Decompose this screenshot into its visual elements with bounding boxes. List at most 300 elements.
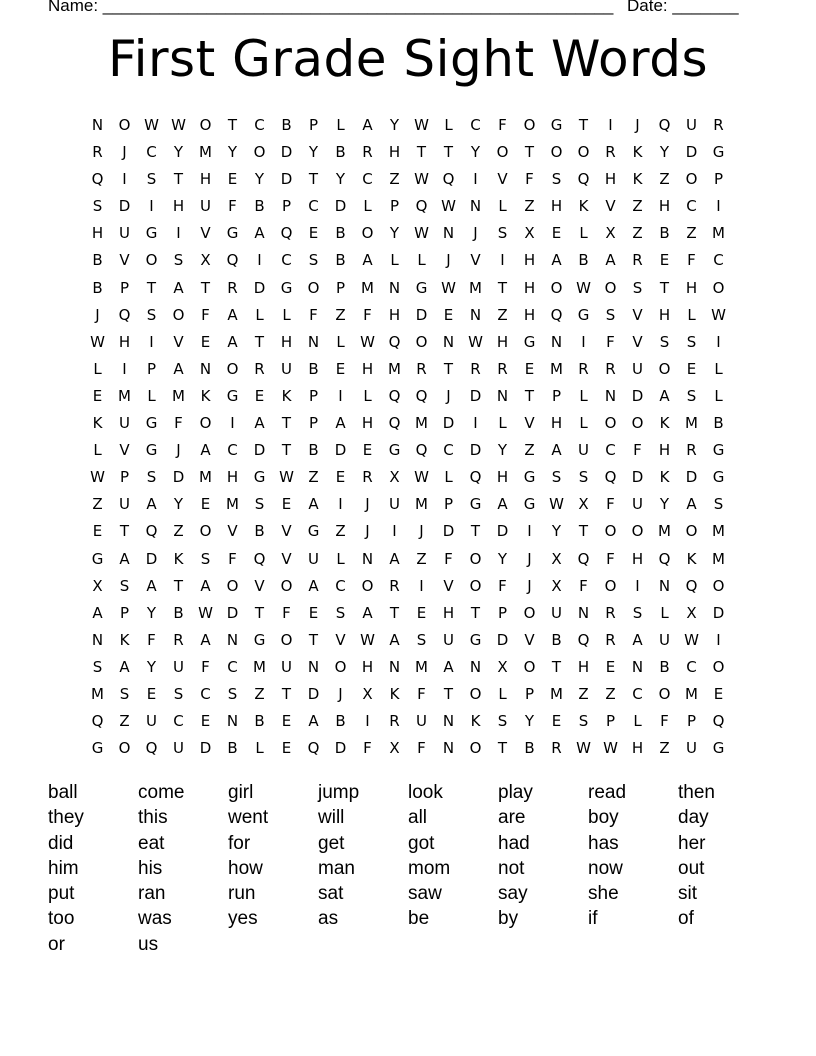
grid-letter: F (633, 441, 642, 460)
grid-letter: U (578, 441, 589, 460)
word-list-item: got (408, 832, 435, 854)
grid-letter: F (525, 170, 534, 189)
grid-letter: G (550, 116, 563, 134)
grid-letter: A (200, 576, 211, 595)
grid-letter: N (550, 332, 563, 351)
grid-letter: Q (91, 170, 104, 189)
grid-letter: P (281, 197, 292, 216)
grid-letter: T (254, 603, 265, 622)
grid-letter: Q (307, 739, 320, 758)
grid-letter: B (281, 116, 292, 134)
grid-letter: E (659, 251, 670, 270)
grid-letter: H (361, 359, 374, 378)
grid-letter: V (443, 576, 454, 595)
grid-letter: A (119, 657, 130, 676)
grid-letter: I (338, 495, 343, 514)
grid-letter: I (419, 576, 424, 595)
grid-letter: H (91, 224, 104, 243)
grid-letter: A (308, 712, 319, 731)
grid-letter: T (470, 603, 481, 622)
grid-letter: F (228, 549, 237, 568)
grid-letter: Q (469, 468, 482, 487)
word-list-item: her (678, 832, 706, 854)
grid-letter: M (685, 414, 698, 433)
grid-letter: N (631, 657, 644, 676)
word-list-item: was (138, 908, 172, 930)
grid-letter: U (308, 549, 319, 568)
grid-letter: R (254, 359, 265, 378)
grid-letter: M (199, 143, 212, 162)
grid-letter: L (363, 197, 372, 216)
grid-letter: X (200, 251, 211, 270)
grid-letter: O (577, 143, 590, 162)
grid-letter: J (527, 549, 532, 568)
grid-letter: C (605, 441, 616, 460)
grid-letter: N (388, 657, 401, 676)
grid-letter: G (577, 305, 590, 324)
grid-letter: Q (226, 251, 239, 270)
grid-letter: E (281, 495, 292, 514)
grid-letter: F (309, 305, 318, 324)
grid-letter: S (308, 251, 319, 270)
grid-letter: A (146, 495, 157, 514)
grid-letter: S (92, 657, 103, 676)
word-list-item: put (48, 883, 75, 905)
grid-letter: I (473, 414, 478, 433)
grid-letter: F (498, 116, 507, 134)
grid-letter: E (416, 603, 427, 622)
grid-letter: J (635, 116, 640, 134)
grid-letter: D (253, 278, 266, 297)
grid-letter: J (473, 224, 478, 243)
grid-letter: O (307, 278, 320, 297)
grid-letter: I (635, 576, 640, 595)
grid-letter: N (361, 549, 374, 568)
grid-letter: C (227, 441, 238, 460)
grid-letter: R (362, 143, 373, 162)
grid-letter: T (524, 143, 535, 162)
grid-letter: K (632, 143, 643, 162)
grid-letter: Z (389, 170, 400, 189)
grid-letter: M (658, 522, 671, 541)
grid-letter: L (417, 251, 426, 270)
grid-letter: Q (442, 170, 455, 189)
grid-letter: F (417, 739, 426, 758)
grid-letter: N (469, 197, 482, 216)
word-list-item: sit (678, 883, 697, 905)
grid-letter: P (308, 414, 319, 433)
grid-letter: O (712, 278, 725, 297)
grid-letter: E (443, 305, 454, 324)
grid-letter: V (254, 576, 265, 595)
grid-letter: Q (415, 441, 428, 460)
grid-letter: F (498, 576, 507, 595)
grid-letter: O (280, 576, 293, 595)
grid-letter: V (119, 441, 130, 460)
grid-letter: P (119, 468, 130, 487)
grid-letter: G (469, 495, 482, 514)
grid-letter: L (579, 414, 588, 433)
grid-letter: L (660, 603, 669, 622)
grid-letter: T (443, 684, 454, 703)
word-list-item: went (228, 807, 269, 829)
word-list-item: or (48, 933, 65, 955)
grid-letter: R (470, 359, 481, 378)
grid-letter: D (172, 468, 185, 487)
grid-letter: T (524, 386, 535, 405)
grid-letter: U (173, 657, 184, 676)
grid-letter: G (712, 143, 725, 162)
grid-letter: X (551, 576, 562, 595)
grid-letter: W (279, 468, 294, 487)
grid-letter: V (281, 522, 292, 541)
grid-letter: O (523, 657, 536, 676)
grid-letter: Y (497, 549, 508, 568)
grid-letter: Z (659, 170, 670, 189)
grid-letter: Z (578, 684, 589, 703)
grid-letter: Q (253, 549, 266, 568)
date-field-label: Date: _______ (627, 0, 739, 15)
grid-letter: A (389, 630, 400, 649)
grid-letter: G (253, 630, 266, 649)
grid-letter: Y (389, 224, 400, 243)
grid-letter: L (444, 116, 453, 134)
grid-letter: M (550, 359, 563, 378)
grid-letter: L (687, 305, 696, 324)
grid-letter: W (171, 116, 186, 134)
grid-letter: Q (145, 739, 158, 758)
grid-letter: K (470, 712, 481, 731)
grid-letter: Q (91, 712, 104, 731)
grid-letter: R (497, 359, 508, 378)
word-list-item: as (318, 908, 339, 930)
grid-letter: W (414, 170, 429, 189)
grid-letter: S (578, 712, 589, 731)
grid-row (84, 112, 732, 139)
word-list-item: read (588, 782, 627, 803)
grid-letter: O (685, 522, 698, 541)
word-list-item: had (498, 832, 530, 854)
grid-letter: H (388, 143, 401, 162)
grid-letter: X (578, 495, 589, 514)
grid-letter: L (579, 386, 588, 405)
grid-letter: O (685, 170, 698, 189)
grid-letter: J (176, 441, 181, 460)
grid-letter: T (281, 414, 292, 433)
grid-letter: A (551, 441, 562, 460)
grid-letter: S (92, 197, 103, 216)
grid-letter: Z (524, 197, 535, 216)
grid-letter: S (686, 386, 697, 405)
grid-letter: U (632, 359, 643, 378)
grid-letter: N (307, 332, 320, 351)
grid-letter: D (631, 468, 644, 487)
grid-letter: P (605, 712, 616, 731)
grid-letter: Y (173, 495, 184, 514)
grid-letter: S (497, 224, 508, 243)
grid-letter: K (659, 468, 670, 487)
grid-letter: E (281, 739, 292, 758)
word-list-item: get (318, 832, 345, 854)
grid-letter: O (172, 305, 185, 324)
grid-letter: P (497, 603, 508, 622)
word-list-item: saw (408, 883, 442, 905)
grid-letter: A (173, 359, 184, 378)
grid-letter: F (687, 251, 696, 270)
grid-letter: J (365, 495, 370, 514)
grid-letter: X (524, 224, 535, 243)
grid-letter: Q (712, 712, 725, 731)
grid-letter: H (658, 197, 671, 216)
grid-letter: C (227, 657, 238, 676)
grid-letter: S (200, 549, 211, 568)
grid-letter: O (604, 522, 617, 541)
grid-letter: L (93, 441, 102, 460)
grid-letter: Z (524, 441, 535, 460)
grid-letter: U (200, 197, 211, 216)
grid-letter: I (581, 332, 586, 351)
word-list-item: ball (48, 782, 78, 803)
grid-letter: N (496, 386, 509, 405)
grid-letter: C (686, 657, 697, 676)
grid-letter: E (200, 712, 211, 731)
grid-letter: Q (145, 522, 158, 541)
grid-letter: V (470, 251, 481, 270)
grid-letter: D (280, 170, 293, 189)
grid-letter: O (631, 414, 644, 433)
grid-letter: Y (173, 143, 184, 162)
grid-letter: O (604, 414, 617, 433)
grid-letter: C (200, 684, 211, 703)
grid-letter: W (360, 332, 375, 351)
grid-letter: T (227, 116, 238, 134)
grid-letter: K (389, 684, 400, 703)
word-list-item: his (138, 857, 163, 879)
grid-letter: F (174, 414, 183, 433)
grid-letter: A (146, 576, 157, 595)
name-field-label: Name: ______________________________________________________ (48, 0, 614, 15)
grid-letter: T (443, 143, 454, 162)
grid-letter: H (118, 332, 131, 351)
grid-letter: Z (605, 684, 616, 703)
grid-letter: W (414, 116, 429, 134)
grid-letter: W (90, 468, 105, 487)
grid-letter: G (712, 739, 725, 758)
grid-letter: K (119, 630, 130, 649)
grid-letter: M (415, 495, 428, 514)
grid-letter: V (605, 197, 616, 216)
grid-letter: Q (388, 414, 401, 433)
grid-letter: O (550, 143, 563, 162)
grid-letter: M (91, 684, 104, 703)
grid-letter: W (576, 739, 591, 758)
grid-letter: I (608, 116, 613, 134)
grid-letter: I (257, 251, 262, 270)
grid-letter: M (685, 684, 698, 703)
grid-letter: W (549, 495, 564, 514)
grid-letter: S (146, 305, 157, 324)
grid-letter: S (659, 332, 670, 351)
grid-letter: Q (118, 305, 131, 324)
word-search-grid (84, 112, 732, 762)
grid-letter: B (713, 414, 724, 433)
grid-letter: C (713, 251, 724, 270)
grid-letter: H (496, 332, 509, 351)
grid-letter: T (389, 603, 400, 622)
grid-letter: D (334, 441, 347, 460)
grid-letter: S (227, 684, 238, 703)
grid-letter: D (442, 414, 455, 433)
word-list-item: this (138, 807, 168, 829)
grid-letter: A (200, 630, 211, 649)
grid-letter: F (201, 657, 210, 676)
grid-letter: Z (632, 197, 643, 216)
grid-letter: Q (604, 468, 617, 487)
grid-letter: O (361, 224, 374, 243)
grid-letter: N (658, 576, 671, 595)
grid-letter: D (118, 197, 131, 216)
grid-letter: E (335, 468, 346, 487)
grid-letter: N (442, 332, 455, 351)
grid-letter: S (497, 712, 508, 731)
grid-letter: T (443, 359, 454, 378)
grid-letter: M (469, 278, 482, 297)
grid-letter: H (442, 603, 455, 622)
grid-letter: A (605, 251, 616, 270)
grid-letter: J (446, 386, 451, 405)
grid-letter: Z (497, 305, 508, 324)
grid-letter: A (389, 549, 400, 568)
grid-letter: T (578, 522, 589, 541)
word-list-item: come (138, 782, 185, 803)
grid-letter: S (713, 495, 724, 514)
grid-letter: M (712, 224, 725, 243)
grid-letter: A (497, 495, 508, 514)
grid-letter: P (146, 359, 157, 378)
grid-letter: O (604, 576, 617, 595)
grid-letter: G (280, 278, 293, 297)
grid-letter: H (226, 468, 239, 487)
grid-letter: O (226, 359, 239, 378)
grid-letter: I (716, 197, 721, 216)
grid-letter: Z (632, 224, 643, 243)
grid-letter: B (659, 657, 670, 676)
grid-letter: J (365, 522, 370, 541)
grid-letter: M (712, 522, 725, 541)
grid-letter: B (524, 739, 535, 758)
grid-letter: T (308, 630, 319, 649)
grid-letter: F (606, 549, 615, 568)
grid-letter: S (551, 468, 562, 487)
grid-letter: N (226, 630, 239, 649)
grid-letter: K (200, 386, 211, 405)
grid-letter: O (523, 603, 536, 622)
grid-letter: O (631, 522, 644, 541)
grid-letter: H (496, 468, 509, 487)
grid-letter: R (605, 603, 616, 622)
grid-letter: I (230, 414, 235, 433)
grid-letter: S (686, 332, 697, 351)
grid-letter: C (281, 251, 292, 270)
grid-letter: D (442, 522, 455, 541)
grid-letter: D (496, 522, 509, 541)
grid-letter: L (498, 197, 507, 216)
grid-letter: R (389, 712, 400, 731)
grid-letter: R (92, 143, 103, 162)
word-list-item: us (138, 933, 159, 955)
grid-letter: E (551, 712, 562, 731)
grid-letter: M (199, 468, 212, 487)
grid-letter: P (551, 386, 562, 405)
grid-row (84, 383, 732, 410)
grid-letter: T (497, 739, 508, 758)
grid-letter: F (444, 549, 453, 568)
grid-letter: S (632, 603, 643, 622)
grid-row (84, 275, 732, 302)
grid-letter: E (227, 170, 238, 189)
grid-letter: V (119, 251, 130, 270)
word-list-item: how (228, 857, 263, 879)
grid-letter: U (119, 224, 130, 243)
grid-letter: L (147, 386, 156, 405)
grid-letter: D (280, 143, 293, 162)
grid-letter: B (254, 522, 265, 541)
grid-row (84, 546, 732, 573)
grid-letter: C (308, 197, 319, 216)
grid-letter: P (119, 278, 130, 297)
grid-letter: H (361, 414, 374, 433)
grid-letter: O (469, 684, 482, 703)
grid-letter: K (173, 549, 184, 568)
grid-letter: E (713, 684, 724, 703)
grid-letter: N (577, 603, 590, 622)
grid-letter: O (523, 116, 536, 134)
grid-letter: B (308, 441, 319, 460)
grid-letter: K (632, 170, 643, 189)
grid-letter: U (551, 603, 562, 622)
grid-letter: O (496, 143, 509, 162)
grid-row (84, 681, 732, 708)
grid-letter: F (579, 576, 588, 595)
grid-letter: N (442, 224, 455, 243)
word-list-item: then (678, 782, 715, 803)
grid-letter: K (659, 414, 670, 433)
grid-letter: A (551, 251, 562, 270)
grid-letter: R (389, 576, 400, 595)
grid-letter: G (415, 278, 428, 297)
grid-letter: S (173, 251, 184, 270)
grid-letter: Y (146, 657, 157, 676)
grid-letter: D (496, 630, 509, 649)
word-list-item: sat (318, 883, 344, 905)
grid-letter: W (360, 630, 375, 649)
grid-letter: I (365, 712, 370, 731)
grid-letter: F (660, 712, 669, 731)
grid-letter: C (146, 143, 157, 162)
grid-letter: W (414, 468, 429, 487)
word-list-item: she (588, 883, 619, 905)
grid-row (84, 329, 732, 356)
grid-letter: A (173, 278, 184, 297)
grid-letter: M (388, 359, 401, 378)
grid-letter: P (308, 116, 319, 134)
grid-letter: T (173, 170, 184, 189)
grid-row (84, 166, 732, 193)
grid-letter: B (335, 224, 346, 243)
grid-letter: T (308, 170, 319, 189)
grid-letter: G (145, 224, 158, 243)
grid-letter: J (338, 684, 343, 703)
